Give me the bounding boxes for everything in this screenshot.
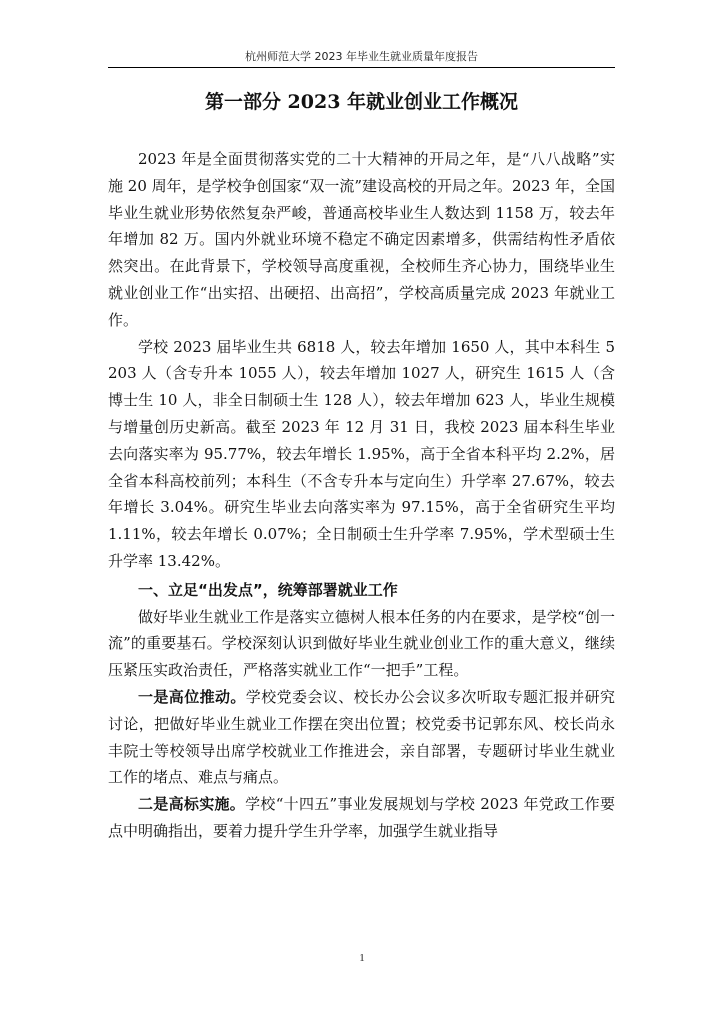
paragraph-section-intro: 做好毕业生就业工作是落实立德树人根本任务的内在要求，是学校“创一流”的重要基石。学校深刻认识到做好毕业生就业创业工作的重大意义，继续压紧压实政治责任，严格落实就业工作“一把手”工程。 (108, 607, 615, 680)
page-title: 第一部分 2023 年就业创业工作概况 (204, 91, 519, 113)
section-heading: 一、立足“出发点”，统筹部署就业工作 (138, 580, 398, 599)
paragraph-lead: 二是高标实施。 (138, 795, 246, 814)
page-number: 1 (359, 952, 365, 964)
paragraph-high-standard-implementation (108, 791, 615, 845)
body-text (108, 146, 615, 845)
paragraph-high-level-promotion (108, 684, 615, 791)
header-rule (108, 67, 615, 68)
paragraph-body: 学校“十四五”事业发展规划与学校 2023 年党政工作要点中明确指出，要着力提升学生升学率，加强学生就业指导 (108, 795, 615, 840)
paragraph-overview: 2023 年是全面贯彻落实党的二十大精神的开局之年，是“八八战略”实施 20 周年，是学校争创国家“双一流”建设高校的开局之年。2023 年，全国毕业生就业形势依然复杂严峻，普通高校毕业生人数达到 1158 万，较去年年增加 82 万。国内外就业环境不稳定不确定因素增多，供需结构性矛盾依然突出。在此背景下，学校领导高度重视，全校师生齐心协力，围绕毕业生就业创业工作“出实招、出硬招、出高招”，学校高质量完成 2023 年就业工作。 (108, 150, 615, 329)
paragraph-graduate-statistics: 学校 2023 届毕业生共 6818 人，较去年增加 1650 人，其中本科生 5203 人（含专升本 1055 人），较去年增加 1027 人，研究生 1615 人（含博士生 10 人，非全日制硕士生 128 人），较去年增加 623 人，毕业生规模与增量创历史新高。截至 2023 年 12 月 31 日，我校 2023 届本科生毕业去向落实率为 95.77%，较去年增长 1.95%，高于全省本科平均 2.2%，居全省本科高校前列；本科生（不含专升本与定向生）升学率 27.67%，较去年增长 3.04%。研究生毕业去向落实率为 97.15%，高于全省研究生平均 1.11%，较去年增长 0.07%；全日制硕士生升学率 7.95%，学术型硕士生升学率 13.42%。 (108, 337, 615, 570)
running-header: 杭州师范大学 2023 年毕业生就业质量年度报告 (245, 50, 478, 63)
paragraph-lead: 一是高位推动。 (138, 687, 246, 706)
paragraph-body: 学校党委会议、校长办公会议多次听取专题汇报并研究讨论，把做好毕业生就业工作摆在突出位置；校党委书记郭东风、校长尚永丰院士等校领导出席学校就业工作推进会，亲自部署，专题研讨毕业生就业工作的堵点、难点与痛点。 (108, 687, 615, 787)
